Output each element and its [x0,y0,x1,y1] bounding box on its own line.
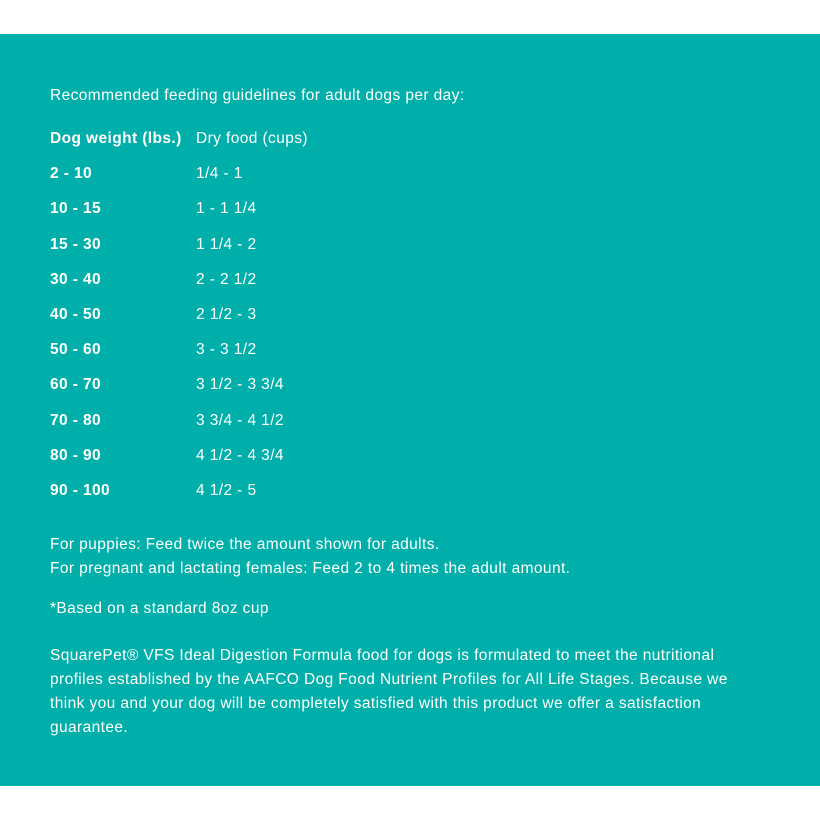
cup-footnote: *Based on a standard 8oz cup [50,600,269,617]
pregnant-note: For pregnant and lactating females: Feed 2 to 4 times the adult amount. [50,560,571,577]
table-row [50,376,450,411]
table-row [50,447,450,482]
table-row [50,271,450,306]
weight-cell: 60 - 70 [50,376,102,394]
puppies-note: For puppies: Feed twice the amount shown for adults. [50,536,440,553]
food-cell: 3 - 3 1/2 [196,341,257,359]
food-cell: 1 - 1 1/4 [196,200,257,218]
feeding-guidelines-panel [0,34,820,786]
weight-cell: 70 - 80 [50,411,102,429]
weight-cell: 15 - 30 [50,235,102,253]
intro-text: Recommended feeding guidelines for adult dogs per day: [50,87,465,104]
weight-cell: 10 - 15 [50,200,102,218]
header-weight: Dog weight (lbs.) [50,130,182,147]
feeding-notes [50,533,570,581]
weight-cell: 30 - 40 [50,270,102,288]
product-description: SquarePet® VFS Ideal Digestion Formula food for dogs is formulated to meet the nutritional profiles established by the AAFCO Dog Food Nutrient Profiles for All Life Stages. Because we think you and your dog will be completely satisfied with this product we offer a satisfaction guarantee. [50,647,728,736]
food-cell: 4 1/2 - 4 3/4 [196,446,284,464]
food-cell: 2 - 2 1/2 [196,270,257,288]
table-row [50,341,450,376]
table-row [50,412,450,447]
food-cell: 1 1/4 - 2 [196,235,257,253]
table-row [50,165,450,200]
weight-cell: 90 - 100 [50,481,111,499]
weight-cell: 40 - 50 [50,305,102,323]
food-cell: 3 1/2 - 3 3/4 [196,376,284,394]
food-cell: 4 1/2 - 5 [196,481,257,499]
food-cell: 1/4 - 1 [196,165,243,183]
weight-cell: 2 - 10 [50,165,93,183]
table-row [50,306,450,341]
weight-cell: 50 - 60 [50,341,102,359]
weight-cell: 80 - 90 [50,446,102,464]
table-row [50,236,450,271]
table-header-row [50,130,450,165]
food-cell: 2 1/2 - 3 [196,305,257,323]
table-row [50,482,450,517]
feeding-table [50,130,450,517]
food-cell: 3 3/4 - 4 1/2 [196,411,284,429]
header-food: Dry food (cups) [196,130,308,147]
table-row [50,200,450,235]
